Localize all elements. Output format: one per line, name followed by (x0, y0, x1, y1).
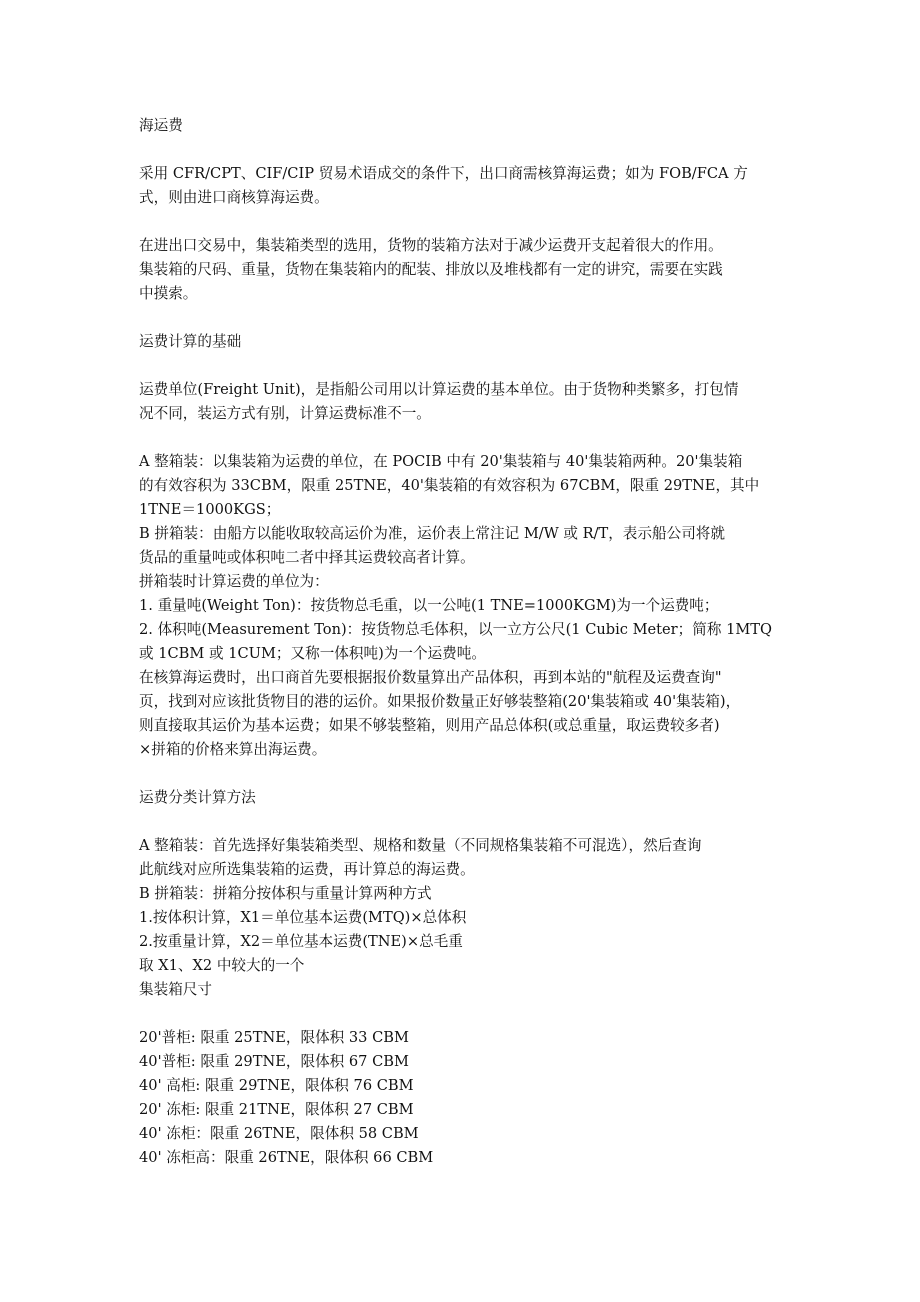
list-item: 40'普柜: 限重 29TNE，限体积 67 CBM (139, 1053, 409, 1070)
list-item: 40' 冻柜高：限重 26TNE，限体积 66 CBM (139, 1149, 434, 1166)
list-item: 20' 冻柜: 限重 21TNE，限体积 27 CBM (139, 1101, 414, 1118)
basis-body (139, 450, 789, 762)
text-line: 的有效容积为 33CBM，限重 25TNE，40'集装箱的有效容积为 67CBM，限重 29TNE，其中 (139, 477, 760, 494)
spacer (139, 426, 789, 450)
text-line: 集装箱尺寸 (139, 981, 212, 998)
spacer (139, 810, 789, 834)
text-line: 式，则由进口商核算海运费。 (139, 189, 329, 206)
text-line: 1. 重量吨(Weight Ton)：按货物总毛重，以一公吨(1 TNE=1000KGM)为一个运费吨； (139, 597, 719, 614)
spacer (139, 762, 789, 786)
container-size-list (139, 1026, 789, 1170)
spacer (139, 1002, 789, 1026)
list-item: 40' 高柜: 限重 29TNE，限体积 76 CBM (139, 1077, 414, 1094)
text-line: 在进出口交易中，集装箱类型的选用，货物的装箱方法对于减少运费开支起着很大的作用。 (139, 237, 723, 254)
text-line: 中摸索。 (139, 285, 198, 302)
text-line: 1TNE＝1000KGS； (139, 501, 281, 518)
text-line: B 拼箱装：拼箱分按体积与重量计算两种方式 (139, 885, 432, 902)
text-line: 此航线对应所选集装箱的运费，再计算总的海运费。 (139, 861, 475, 878)
text-line: 页，找到对应该批货物目的港的运价。如果报价数量正好够装整箱(20'集装箱或 40'集装箱)， (139, 693, 741, 710)
text-line: 采用 CFR/CPT、CIF/CIP 贸易术语成交的条件下，出口商需核算海运费；如为 FOB/FCA 方 (139, 165, 748, 182)
doc-title: 海运费 (139, 117, 183, 134)
spacer (139, 306, 789, 330)
text-line: A 整箱装：以集装箱为运费的单位，在 POCIB 中有 20'集装箱与 40'集装箱两种。20'集装箱 (139, 453, 743, 470)
intro-paragraph (139, 162, 789, 210)
text-line: ×拼箱的价格来算出海运费。 (139, 741, 327, 758)
list-item: 40' 冻柜：限重 26TNE，限体积 58 CBM (139, 1125, 419, 1142)
text-line: 取 X1、X2 中较大的一个 (139, 957, 305, 974)
text-line: 运费单位(Freight Unit)，是指船公司用以计算运费的基本单位。由于货物种类繁多，打包情 (139, 381, 739, 398)
text-line: 货品的重量吨或体积吨二者中择其运费较高者计算。 (139, 549, 475, 566)
text-line: 则直接取其运价为基本运费；如果不够装整箱，则用产品总体积(或总重量，取运费较多者) (139, 717, 720, 734)
text-line: 2.按重量计算，X2＝单位基本运费(TNE)×总毛重 (139, 933, 463, 950)
list-item: 20'普柜: 限重 25TNE，限体积 33 CBM (139, 1029, 409, 1046)
text-line: 集装箱的尺码、重量，货物在集装箱内的配装、排放以及堆栈都有一定的讲究，需要在实践 (139, 261, 723, 278)
text-line: A 整箱装：首先选择好集装箱类型、规格和数量（不同规格集装箱不可混选），然后查询 (139, 837, 702, 854)
section-heading-method: 运费分类计算方法 (139, 789, 256, 806)
text-line: 或 1CBM 或 1CUM；又称一体积吨)为一个运费吨。 (139, 645, 486, 662)
basis-intro-paragraph (139, 378, 789, 426)
text-line: 拼箱装时计算运费的单位为： (139, 573, 329, 590)
section-heading-basis: 运费计算的基础 (139, 333, 242, 350)
spacer (139, 138, 789, 162)
text-line: 在核算海运费时，出口商首先要根据报价数量算出产品体积，再到本站的"航程及运费查询" (139, 669, 722, 686)
document-body (139, 114, 789, 1170)
text-line: 况不同，装运方式有别，计算运费标准不一。 (139, 405, 431, 422)
text-line: 1.按体积计算，X1＝单位基本运费(MTQ)×总体积 (139, 909, 467, 926)
spacer (139, 210, 789, 234)
text-line: B 拼箱装：由船方以能收取较高运价为准，运价表上常注记 M/W 或 R/T，表示船公司将就 (139, 525, 725, 542)
container-intro-paragraph (139, 234, 789, 306)
text-line: 2. 体积吨(Measurement Ton)：按货物总毛体积，以一立方公尺(1 Cubic Meter；简称 1MTQ (139, 621, 772, 638)
method-body (139, 834, 789, 1002)
spacer (139, 354, 789, 378)
